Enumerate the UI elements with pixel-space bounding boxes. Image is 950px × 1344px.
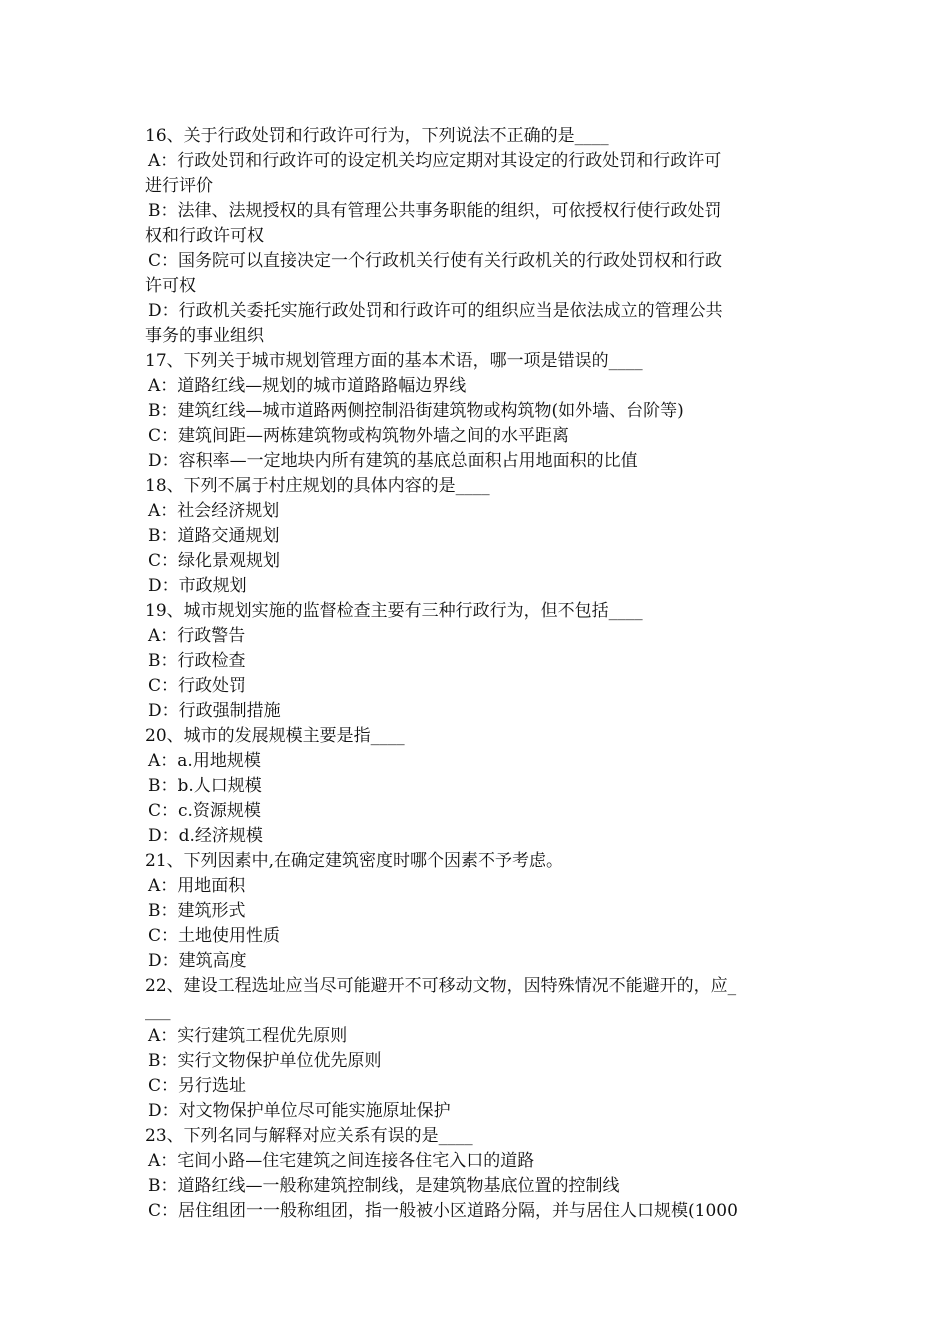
document-page xyxy=(145,124,813,1224)
option-text: D：建筑高度 xyxy=(148,951,247,971)
option-text: A：道路红线—规划的城市道路路幅边界线 xyxy=(148,376,467,396)
question-text: 21、下列因素中,在确定建筑密度时哪个因素不予考虑。 xyxy=(145,851,564,871)
option-text: C：国务院可以直接决定一个行政机关行使有关行政机关的行政处罚权和行政 xyxy=(148,251,723,271)
option-text: A：行政警告 xyxy=(148,626,246,646)
option-text: D：对文物保护单位尽可能实施原址保护 xyxy=(148,1101,451,1121)
option-text: B：建筑红线—城市道路两侧控制沿街建筑物或构筑物(如外墙、台阶等) xyxy=(148,401,684,421)
option-text: A：社会经济规划 xyxy=(148,501,280,521)
option-text: A：a.用地规模 xyxy=(148,751,261,771)
option-text: B：法律、法规授权的具有管理公共事务职能的组织，可依授权行使行政处罚 xyxy=(148,201,722,221)
option-text: C：建筑间距—两栋建筑物或构筑物外墙之间的水平距离 xyxy=(148,426,570,446)
wrapped-line-text: 进行评价 xyxy=(145,176,213,196)
question-text: 23、下列名同与解释对应关系有误的是____ xyxy=(145,1126,473,1146)
option-text: B：b.人口规模 xyxy=(148,776,262,796)
option-text: A：用地面积 xyxy=(148,876,246,896)
question-text: 17、下列关于城市规划管理方面的基本术语，哪一项是错误的____ xyxy=(145,351,643,371)
option-text: D：市政规划 xyxy=(148,576,247,596)
option-text: B：道路红线—一般称建筑控制线，是建筑物基底位置的控制线 xyxy=(148,1176,620,1196)
wrapped-line-text: 许可权 xyxy=(145,276,196,296)
option-text: D：行政强制措施 xyxy=(148,701,281,721)
question-text: 19、城市规划实施的监督检查主要有三种行政行为，但不包括____ xyxy=(145,601,643,621)
question-text: 16、关于行政处罚和行政许可行为，下列说法不正确的是____ xyxy=(145,126,609,146)
option-text: B：实行文物保护单位优先原则 xyxy=(148,1051,382,1071)
option-text: D：d.经济规模 xyxy=(148,826,263,846)
wrapped-line-text: ___ xyxy=(145,1001,171,1021)
option-text: C：c.资源规模 xyxy=(148,801,261,821)
option-text: A：实行建筑工程优先原则 xyxy=(148,1026,348,1046)
wrapped-line-text: 事务的事业组织 xyxy=(145,326,264,346)
wrapped-line-text: 权和行政许可权 xyxy=(145,226,264,246)
question-text: 18、下列不属于村庄规划的具体内容的是____ xyxy=(145,476,490,496)
question-text: 20、城市的发展规模主要是指____ xyxy=(145,726,405,746)
option-text: C：另行选址 xyxy=(148,1076,247,1096)
question-text: 22、建设工程选址应当尽可能避开不可移动文物，因特殊情况不能避开的，应_ xyxy=(145,976,737,996)
option-text: D：容积率—一定地块内所有建筑的基底总面积占用地面积的比值 xyxy=(148,451,638,471)
option-text: B：行政检查 xyxy=(148,651,246,671)
option-text: C：行政处罚 xyxy=(148,676,247,696)
option-text: A：行政处罚和行政许可的设定机关均应定期对其设定的行政处罚和行政许可 xyxy=(148,151,722,171)
option-text: A：宅间小路—住宅建筑之间连接各住宅入口的道路 xyxy=(148,1151,535,1171)
option-text: D：行政机关委托实施行政处罚和行政许可的组织应当是依法成立的管理公共 xyxy=(148,301,723,321)
option-text: C：土地使用性质 xyxy=(148,926,281,946)
option-text: C：绿化景观规划 xyxy=(148,551,281,571)
option-text: C：居住组团一一般称组团，指一般被小区道路分隔，并与居住人口规模(1000 xyxy=(148,1201,738,1221)
option-text: B：建筑形式 xyxy=(148,901,246,921)
option-text: B：道路交通规划 xyxy=(148,526,280,546)
